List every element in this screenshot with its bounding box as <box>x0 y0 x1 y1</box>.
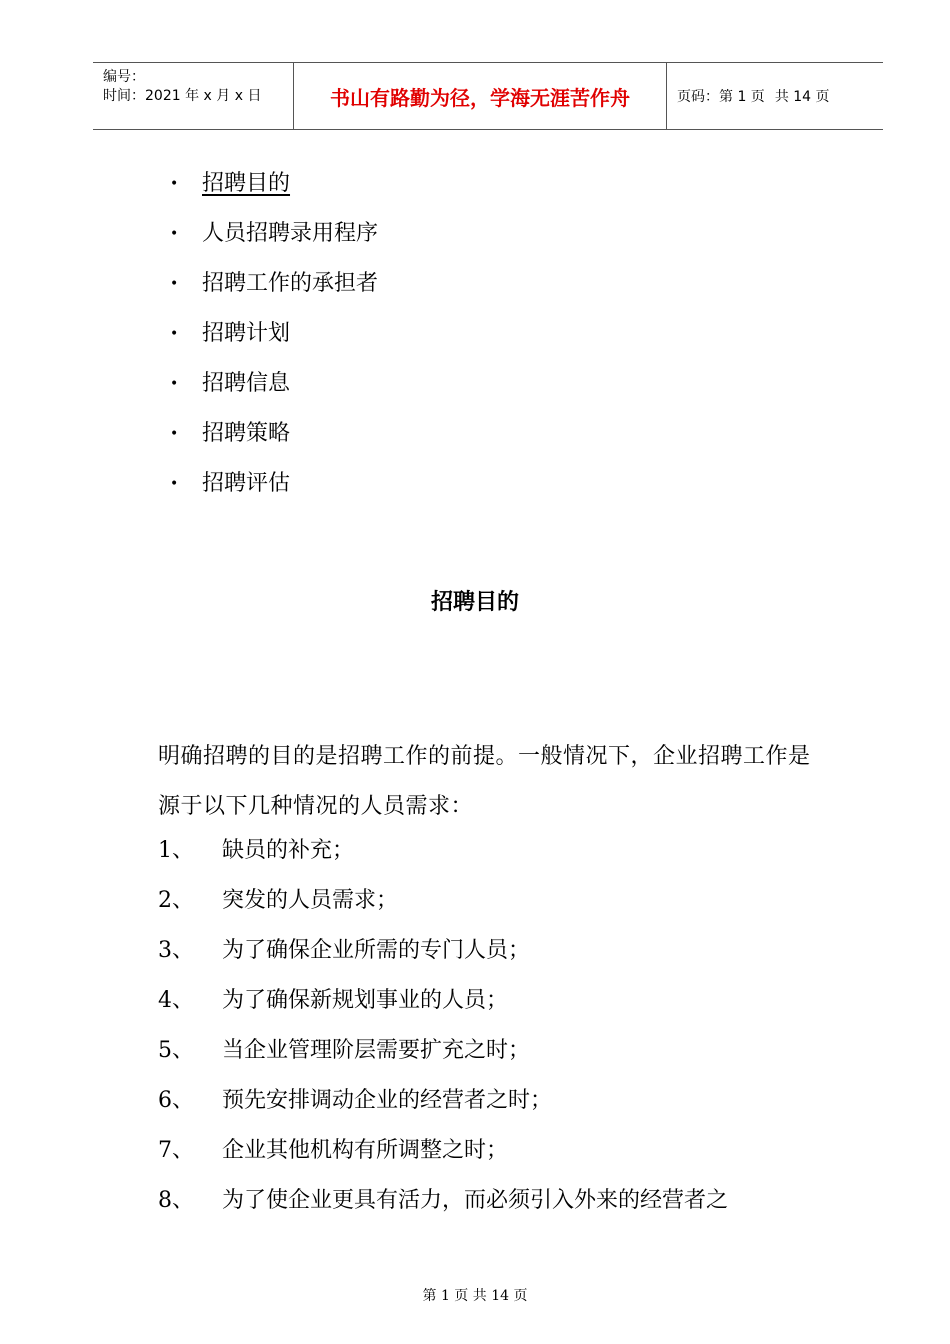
bullet-icon: • <box>170 276 179 292</box>
item-number: 2、 <box>158 888 194 913</box>
page-total-label: 共 14 页 <box>774 89 830 105</box>
item-number: 3、 <box>158 938 194 963</box>
item-text: 当企业管理阶层需要扩充之时； <box>222 1038 531 1063</box>
list-item <box>158 1129 728 1179</box>
toc-item <box>170 212 378 262</box>
bullet-icon: • <box>170 426 179 442</box>
toc-text: 招聘计划 <box>202 321 291 346</box>
section-title: 招聘目的 <box>430 589 519 615</box>
item-text: 为了确保新规划事业的人员； <box>222 988 509 1013</box>
item-number: 5、 <box>158 1038 194 1063</box>
list-item <box>158 979 728 1029</box>
bullet-icon: • <box>170 476 179 492</box>
list-item <box>158 1179 728 1229</box>
bullet-icon: • <box>170 226 179 242</box>
intro-paragraph: 明确招聘的目的是招聘工作的前提。一般情况下，企业招聘工作是源于以下几种情况的人员需求： <box>158 744 811 819</box>
list-item <box>158 929 728 979</box>
list-item <box>158 829 728 879</box>
time-label: 时间：2021 年 x 月 x 日 <box>103 88 262 104</box>
item-text: 预先安排调动企业的经营者之时； <box>222 1088 553 1113</box>
list-item <box>158 879 728 929</box>
toc-text: 招聘策略 <box>202 421 291 446</box>
list-item <box>158 1079 728 1129</box>
toc-text: 招聘评估 <box>202 471 291 496</box>
item-number: 6、 <box>158 1088 194 1113</box>
toc-item <box>170 362 378 412</box>
item-text: 突发的人员需求； <box>222 888 399 913</box>
demand-list <box>158 829 728 1229</box>
list-item <box>158 1029 728 1079</box>
item-number: 4、 <box>158 988 194 1013</box>
item-text: 为了使企业更具有活力，而必须引入外来的经营者之 <box>222 1188 729 1213</box>
toc-item[interactable] <box>170 162 378 212</box>
toc-text: 招聘工作的承担者 <box>202 271 379 296</box>
toc-item <box>170 462 378 512</box>
item-number: 7、 <box>158 1138 194 1163</box>
header-page-info <box>667 63 883 129</box>
item-text: 缺员的补充； <box>222 838 355 863</box>
toc-text: 招聘信息 <box>202 371 291 396</box>
header-motto: 书山有路勤为径，学海无涯苦作舟 <box>294 63 667 129</box>
header-meta <box>93 63 294 129</box>
bullet-icon: • <box>170 376 179 392</box>
toc-item <box>170 262 378 312</box>
toc-item <box>170 412 378 462</box>
page-header <box>93 62 883 130</box>
page-footer: 第 1 页 共 14 页 <box>422 1288 528 1304</box>
table-of-contents <box>170 162 378 512</box>
item-text: 为了确保企业所需的专门人员； <box>222 938 531 963</box>
item-number: 8、 <box>158 1188 194 1213</box>
toc-item <box>170 312 378 362</box>
serial-label: 编号： <box>103 69 145 85</box>
item-text: 企业其他机构有所调整之时； <box>222 1138 509 1163</box>
toc-link[interactable]: 招聘目的 <box>202 171 291 196</box>
item-number: 1、 <box>158 838 194 863</box>
bullet-icon: • <box>170 326 179 342</box>
bullet-icon: • <box>170 176 179 192</box>
page-number-label: 页码：第 1 页 <box>677 89 765 105</box>
toc-text: 人员招聘录用程序 <box>202 221 379 246</box>
